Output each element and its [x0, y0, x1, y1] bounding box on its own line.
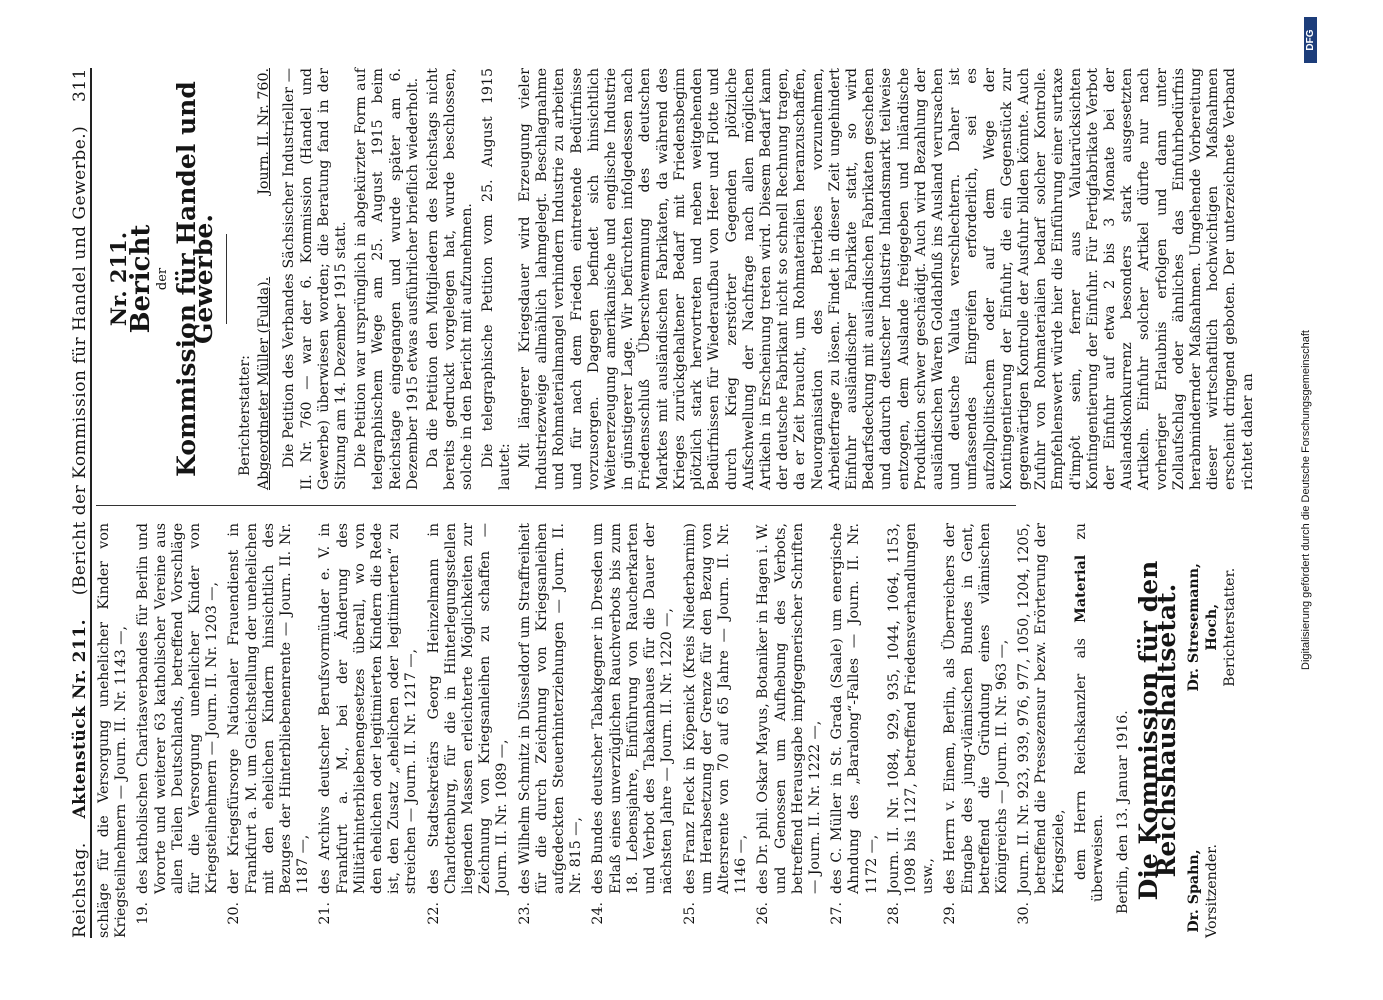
reporters-role: Berichterstatter. — [1221, 567, 1238, 687]
item-text: des Stadtsekretärs Georg Heinzelmann in Charlottenburg, für die in Hinterlegungsstellen liegenden Massen erleichterte Möglichkeiten zur Zeichnung von Kriegsanleihen zu schaffen — Journ. II. Nr. 1089 —, — [425, 523, 511, 894]
reporter-name: Abgeordneter Müller (Fulda). — [256, 276, 273, 490]
report-title: Bericht — [126, 224, 157, 334]
list-item — [135, 523, 221, 938]
item-text: des Archivs deutscher Berufsvormünder e. V. in Frankfurt a. M., bei der Änderung des Militärhinterbliebenengesetzes überall, wo von den ehelichen oder legitimierten Kindern die Rede ist, den Zusatz „ehelichen oder legitimierten“ zu streichen — Journ. II. Nr. 1217 —, — [317, 523, 420, 894]
item-number: 25. — [681, 902, 698, 925]
list-item — [226, 523, 312, 938]
reporter-name-2: Hoch, — [1203, 603, 1220, 651]
title-der: der — [155, 267, 171, 291]
list-item — [590, 523, 676, 938]
reporter-label: Berichterstatter: — [237, 355, 254, 476]
closing-text: dem Herrn Reichskanzler als — [1072, 638, 1089, 880]
item-text: des C. Müller in St. Grada (Saale) um energische Ahndung des „Baralong“-Falles — Journ. II. Nr. 1172 —, — [829, 523, 880, 894]
reporter-line — [256, 68, 273, 490]
committee-title: Kommission für Handel und Gewerbe. — [171, 81, 218, 477]
running-head-right: (Bericht der Kommission für Handel und Gewerbe.) — [70, 125, 90, 596]
list-item — [755, 523, 824, 938]
item-number: 21. — [317, 902, 334, 925]
document-page — [30, 0, 1330, 1000]
place-date: Berlin, den 13. Januar 1916. — [1115, 710, 1132, 914]
journal-ref: Journ. II. Nr. 760. — [256, 68, 273, 195]
signatures — [1185, 523, 1239, 938]
item-text: des Herrn v. Einem, Berlin, als Überreichers der Eingabe des jung-vlämischen Bundes in Gent, betreffend die Gründung eines vlämischen Königreichs — Journ. II. Nr. 963 —, — [942, 523, 1010, 894]
paragraph: Die Petition des Verbandes Sächsischer Industrieller — II. Nr. 760 — war der 6. Kommission (Handel und Gewerbe) überwiesen worden; die Beratung fand in der Sitzung am 14. Dezember 1915 statt. — [281, 68, 350, 490]
doc-number: Nr. 211. — [106, 231, 131, 327]
item-text: der Kriegsfürsorge Nationaler Frauendienst in Frankfurt a. M. um Gleichstellung der unehelichen mit den ehelichen Kindern hinsichtlich des Bezuges der Hinterbliebenenrente — Journ. II. Nr. 1187 —, — [226, 523, 312, 894]
item-number: 20. — [226, 902, 243, 925]
list-item — [317, 523, 420, 938]
running-head — [68, 68, 92, 938]
item-number: 24. — [590, 902, 607, 925]
item-text: des Dr. phil. Oskar Mayus, Botaniker in Hagen i. W. und Genossen um Aufhebung des Verbots, betreffend Herausgabe impfgegnerischer Schriften — Journ. II. Nr. 1222 —, — [755, 523, 823, 894]
running-head-left: Reichstag. — [70, 842, 90, 938]
item-text: des Wilhelm Schmitz in Düsseldorf um Straffreiheit für die durch Zeichnung von Kriegsanleihen aufgedeckten Steuerhinterziehungen — Journ. II. Nr. 815 —, — [516, 523, 585, 894]
item-number: 28. — [885, 902, 902, 925]
closing-resolution — [1073, 523, 1107, 938]
list-item — [517, 523, 586, 938]
item-text: des Bundes deutscher Tabakgegner in Dresden um Erlaß eines unverzüglichen Rauchverbots bis zum 18. Lebensjahre, Einführung von Raucherkarten und Verbot des Tabakanbaues für die Dauer der nächsten Jahre — Journ. II. Nr. 1220 —, — [590, 523, 676, 894]
list-item — [942, 523, 1011, 938]
paragraph: Die telegraphische Petition vom 25. August 1915 lautet: — [479, 68, 513, 490]
committee-heading: Die Kommission für den Reichshaushaltsetat. — [1134, 560, 1181, 901]
list-item — [682, 523, 751, 938]
item-number: 27. — [829, 902, 846, 925]
list-item — [1016, 523, 1068, 938]
dfg-logo: DFG — [1304, 17, 1317, 63]
item-number: 29. — [942, 902, 959, 925]
signature-reporters — [1185, 563, 1239, 691]
paragraph: Die Petition war ursprünglich in abgekürzter Form auf telegraphischem Wege am 25. August 1915 beim Reichstage eingegangen und wurde später am 6. Dezember 1915 etwas ausführlicher brieflich wiederholt. — [353, 68, 421, 490]
list-item — [829, 523, 881, 938]
list-item — [886, 523, 938, 938]
closing-text-end: zu überweisen. — [1072, 523, 1106, 902]
reporter-name-1: Dr. Stresemann, — [1185, 563, 1202, 692]
item-number: 23. — [516, 902, 533, 925]
item-text: des katholischen Charitasverbandes für Berlin und Vororte und weiterer 63 katholischer Vereine aus allen Teilen Deutschlands, betreffend Vorschläge für die Versorgung unehelicher Kinder von Kriegsteilnehmern — Journ. II. Nr. 1203 —, — [135, 523, 221, 894]
item-text: des Franz Fleck in Köpenick (Kreis Niederbarnim) um Herabsetzung der Grenze für den Bezug von Altersrente von 70 auf 65 Jahre — Journ. II. Nr. 1146 —, — [681, 523, 750, 894]
paragraph: Da die Petition den Mitgliedern des Reichstags nicht bereits gedruckt vorgelegen hat, wurde beschlossen, solche in den Bericht mit aufzunehmen. — [425, 68, 476, 490]
item-number: 26. — [755, 902, 772, 925]
petition-list — [135, 523, 1067, 938]
item-number: 19. — [135, 902, 152, 925]
left-column — [96, 523, 1239, 938]
title-rule — [226, 234, 227, 324]
column-divider — [96, 505, 1016, 506]
chair-name: Dr. Spahn, — [1185, 849, 1202, 933]
item-text: Journ. II. Nr. 923, 939, 976, 977, 1050, 1204, 1205, betreffend die Pressezensur bezw. Erörterung der Kriegsziele, — [1016, 523, 1067, 894]
item-text: Journ. II. Nr. 1084, 929, 935, 1044, 1064, 1153, 1098 bis 1127, betreffend Friedensverhandlungen usw., — [885, 523, 937, 894]
signature-chair — [1185, 844, 1239, 938]
right-column — [96, 68, 1260, 490]
chair-role: Vorsitzender. — [1203, 843, 1220, 938]
item-number: 30. — [1016, 902, 1033, 925]
running-head-middle: Aktenstück Nr. 211. — [70, 619, 90, 819]
telegram-text: Mit längerer Kriegsdauer wird Erzeugung vieler Industriezweige allmählich lahmgelegt. Beschlagnahme und Rohmaterialmangel verhindern Industrie zu arbeiten und für nach dem Frieden eintretende Bedürfnisse vorzusorgen. Dagegen befindet sich hinsichtlich Weitererzeugung amerikanische und englische Industrie in günstigerer Lage. Wir befürchten infolgedessen nach Friedensschluß Überschwemmung des deutschen Marktes mit ausländischen Fabrikaten, da während des Krieges zurückgehaltener Bedarf mit Friedensbeginn plötzlich stark hervortreten und neben weitgehenden Bedürfnissen für Wiederaufbau von Heer und Flotte und durch Krieg zerstörter Gegenden plötzliche Aufschwellung der Nachfrage nach allen möglichen Artikeln in Erscheinung treten wird. Diesem Bedarf kann der deutsche Fabrikant nicht so schnell Rechnung tragen, da er Zeit braucht, um Rohmaterialien heranzuschaffen, Neuorganisation des Betriebes vorzunehmen, Arbeiterfrage zu lösen. Findet in dieser Zeit ungehindert Einfuhr ausländischer Fabrikate statt, so wird Bedarfsdeckung mit ausländischen Fabrikaten geschehen und dadurch deutscher Industrie Inlandsmarkt teilweise entzogen, dem Auslande freigegeben und inländische Produktion schwer geschädigt. Auch wird Bezahlung der ausländischen Waren Goldabfluß ins Ausland verursachen und deutsche Valuta verschlechtern. Daher ist umfassendes Eingreifen erforderlich, sei es aufzollpolitischem oder auf dem Wege der Kontingentierung der Einfuhr, die ein Gegenstück zur gegenwärtigen Kontrolle der Ausfuhr bilden könnte. Auch Zufuhr von Rohmaterialien bedarf solcher Kontrolle. Empfehlenswert würde hier die Einführung einer surtaxe d'impôt sein, ferner aus Valutarücksichten Kontingentierung der Einfuhr. Für Fertigfabrikate Verbot der Einfuhr auf etwa 2 bis 3 Monate bei der Auslandskonkurrenz besonders stark ausgesetzten Artikeln. Einfuhr solcher Artikel dürfte nur nach vorheriger Erlaubnis erfolgen und dann unter Zollaufschlag oder ähnliches das Einfuhrbedürfnis herabmindernder Maßnahmen. Umgehende Vorbereitung dieser wirtschaftlich hochwichtigen Maßnahmen erscheint dringend geboten. Der unterzeichnete Verband richtet daher an — [517, 68, 1256, 490]
page-number: 311 — [70, 68, 90, 102]
closing-bold: Material — [1072, 554, 1089, 623]
list-item — [426, 523, 512, 938]
item-number: 22. — [425, 902, 442, 925]
list-continuation: schläge für die Versorgung unehelicher Kinder von Kriegsteilnehmern — Journ. II. Nr. 1143 —, — [96, 523, 130, 938]
digitization-note: Digitalisierung gefördert durch die Deutsche Forschungsgemeinschaft — [1300, 330, 1312, 670]
